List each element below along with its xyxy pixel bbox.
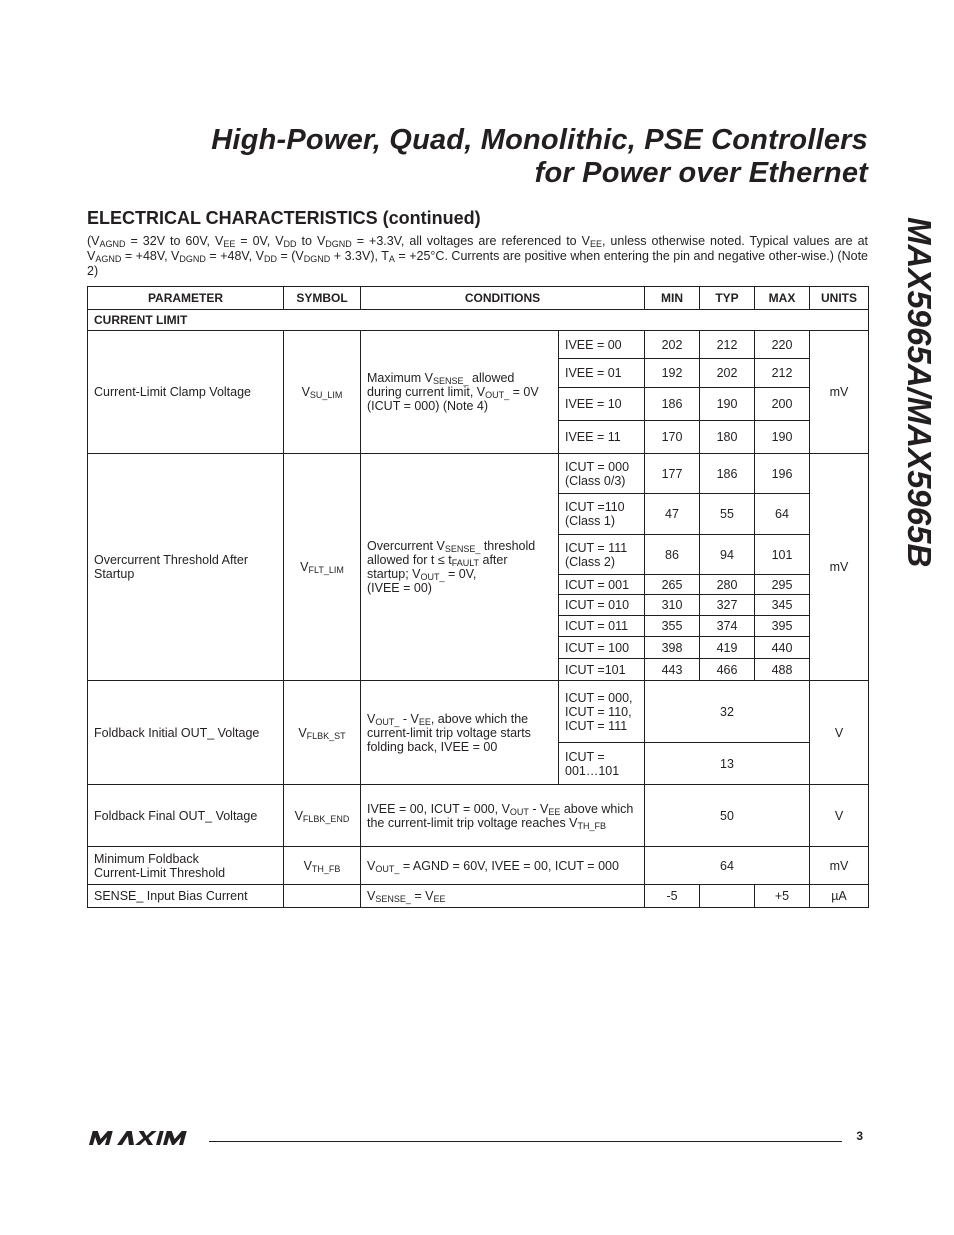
conditions-cell: Overcurrent $V_{SENSE\_}$ threshold allowed for $t \le t_{FAULT}$ after startup; $V_{OUT\_} = 0V$, (IVEE = 00): [361, 454, 559, 681]
max-cell: 101: [755, 535, 810, 575]
typ-cell: 50: [645, 785, 810, 847]
symbol-cell: $V_{TH\_FB}$: [284, 847, 361, 885]
symbol-cell: $V_{FLBK\_ST}$: [284, 681, 361, 785]
icut-line: ICUT = 000: [565, 459, 630, 474]
symbol-cell: [284, 885, 361, 908]
param-cell: Foldback Initial OUT_ Voltage: [88, 681, 284, 785]
group-row: [88, 310, 869, 331]
table-header-row: [88, 287, 869, 310]
conditions-cell: IVEE = 00, ICUT = 000, $V_{OUT} - V_{EE}$ above which the current-limit trip voltage reaches $V_{TH\_FB}$: [361, 785, 645, 847]
typ-cell: 55: [700, 494, 755, 535]
max-cell: 64: [755, 494, 810, 535]
sub-condition: IVEE = 01: [559, 359, 645, 388]
symbol-cell: $V_{FLBK\_END}$: [284, 785, 361, 847]
icut-line: ICUT = 111: [565, 540, 628, 555]
param-cell: [88, 847, 284, 885]
document-title: [211, 124, 868, 190]
max-cell: 345: [755, 595, 810, 616]
table-row: [88, 785, 869, 847]
symbol-cell: $V_{FLT\_LIM}$: [284, 454, 361, 681]
max-cell: 395: [755, 616, 810, 637]
typ-cell: 212: [700, 331, 755, 359]
min-cell: 202: [645, 331, 700, 359]
units-cell: mV: [810, 454, 869, 681]
param-line: Minimum Foldback: [94, 851, 199, 866]
units-cell: V: [810, 785, 869, 847]
symbol-cell: $V_{SU\_LIM}$: [284, 331, 361, 454]
page-number: 3: [856, 1129, 863, 1143]
icut-line: ICUT = 110,: [565, 704, 632, 719]
class-line: (Class 1): [565, 514, 616, 528]
sub-condition: IVEE = 10: [559, 388, 645, 421]
maxim-logo: [87, 1130, 199, 1146]
typ-cell: 32: [645, 681, 810, 743]
typ-cell: 180: [700, 421, 755, 454]
class-line: (Class 2): [565, 554, 616, 569]
typ-cell: 466: [700, 659, 755, 681]
units-cell: µA: [810, 885, 869, 908]
typ-cell: 190: [700, 388, 755, 421]
header-units: UNITS: [810, 287, 869, 310]
typ-cell: 94: [700, 535, 755, 575]
param-cell: SENSE_ Input Bias Current: [88, 885, 284, 908]
icut-line: ICUT =110: [565, 500, 625, 514]
max-cell: 200: [755, 388, 810, 421]
max-cell: 212: [755, 359, 810, 388]
icut-line: ICUT =: [565, 749, 605, 764]
header-max: MAX: [755, 287, 810, 310]
min-cell: 86: [645, 535, 700, 575]
max-cell: 190: [755, 421, 810, 454]
title-line-1: High-Power, Quad, Monolithic, PSE Controllers: [211, 124, 868, 156]
min-cell: 443: [645, 659, 700, 681]
min-cell: 192: [645, 359, 700, 388]
max-cell: 196: [755, 454, 810, 494]
conditions-cell: $V_{OUT\_} - V_{EE}$, above which the current-limit trip voltage starts folding back, IVEE = 00: [361, 681, 559, 785]
conditions-cell: Maximum $V_{SENSE\_}$ allowed during current limit, $V_{OUT\_} = 0V$ (ICUT = 000) (Note 4): [361, 331, 559, 454]
param-cell: Overcurrent Threshold After Startup: [88, 454, 284, 681]
units-cell: V: [810, 681, 869, 785]
min-cell: 398: [645, 637, 700, 659]
table-row: [88, 681, 869, 743]
sub-condition: [559, 681, 645, 743]
max-cell: 440: [755, 637, 810, 659]
typ-cell: 327: [700, 595, 755, 616]
table-row: [88, 847, 869, 885]
side-part-label: MAX5965A/MAX5965B: [901, 217, 938, 568]
sub-condition: ICUT = 010: [559, 595, 645, 616]
section-title: ELECTRICAL CHARACTERISTICS (continued): [87, 208, 481, 228]
units-cell: mV: [810, 331, 869, 454]
typ-cell: 374: [700, 616, 755, 637]
min-cell: 310: [645, 595, 700, 616]
page-footer: [87, 1128, 868, 1148]
min-cell: 186: [645, 388, 700, 421]
test-conditions-note: ($V_{AGND} = 32V$ to 60V, $V_{EE} = 0V$, $V_{DD}$ to $V_{DGND} = +3.3V$, all voltages are referenced to $V_{EE}$, unless otherwise noted. Typical values are at $V_{AGND} = +48V$, $V_{DGND} = +48V$, $V_{DD} = (V_{DGND} + 3.3V)$, $T_A = +25^\circ C$. Currents are positive when entering the pin and negative other-wise.) (Note 2): [87, 234, 869, 278]
group-label: CURRENT LIMIT: [88, 310, 869, 331]
header-parameter: PARAMETER: [88, 287, 284, 310]
title-line-2: for Power over Ethernet: [534, 157, 868, 189]
sub-condition: [559, 454, 645, 494]
sub-condition: ICUT = 011: [559, 616, 645, 637]
sub-condition: IVEE = 00: [559, 331, 645, 359]
sub-condition: ICUT =101: [559, 659, 645, 681]
table-row: [88, 331, 869, 359]
min-cell: 170: [645, 421, 700, 454]
min-cell: 355: [645, 616, 700, 637]
sub-condition: ICUT = 100: [559, 637, 645, 659]
min-cell: 177: [645, 454, 700, 494]
min-cell: -5: [645, 885, 700, 908]
max-cell: 295: [755, 575, 810, 595]
table-row: [88, 454, 869, 494]
typ-cell: 13: [645, 743, 810, 785]
sub-condition: [559, 494, 645, 535]
side-part-number: [860, 217, 954, 617]
footer-rule: [209, 1141, 842, 1142]
class-line: (Class 0/3): [565, 473, 626, 488]
icut-line: ICUT = 000,: [565, 690, 633, 705]
icut-line: ICUT = 111: [565, 718, 628, 733]
electrical-characteristics-table: [87, 286, 869, 908]
header-conditions: CONDITIONS: [361, 287, 645, 310]
sub-condition: IVEE = 11: [559, 421, 645, 454]
param-cell: Foldback Final OUT_ Voltage: [88, 785, 284, 847]
table-row: [88, 885, 869, 908]
sub-condition: ICUT = 001: [559, 575, 645, 595]
typ-cell: 186: [700, 454, 755, 494]
typ-cell: 202: [700, 359, 755, 388]
icut-line: 001…101: [565, 763, 620, 778]
typ-cell: 64: [645, 847, 810, 885]
min-cell: 265: [645, 575, 700, 595]
max-cell: 488: [755, 659, 810, 681]
param-line: Current-Limit Threshold: [94, 865, 226, 880]
header-symbol: SYMBOL: [284, 287, 361, 310]
sub-condition: [559, 743, 645, 785]
max-cell: +5: [755, 885, 810, 908]
header-typ: TYP: [700, 287, 755, 310]
header-min: MIN: [645, 287, 700, 310]
param-cell: Current-Limit Clamp Voltage: [88, 331, 284, 454]
typ-cell: [700, 885, 755, 908]
max-cell: 220: [755, 331, 810, 359]
typ-cell: 419: [700, 637, 755, 659]
conditions-cell: $V_{OUT\_}$ = AGND = 60V, IVEE = 00, ICUT = 000: [361, 847, 645, 885]
sub-condition: [559, 535, 645, 575]
min-cell: 47: [645, 494, 700, 535]
units-cell: mV: [810, 847, 869, 885]
conditions-cell: $V_{SENSE\_} = V_{EE}$: [361, 885, 645, 908]
typ-cell: 280: [700, 575, 755, 595]
